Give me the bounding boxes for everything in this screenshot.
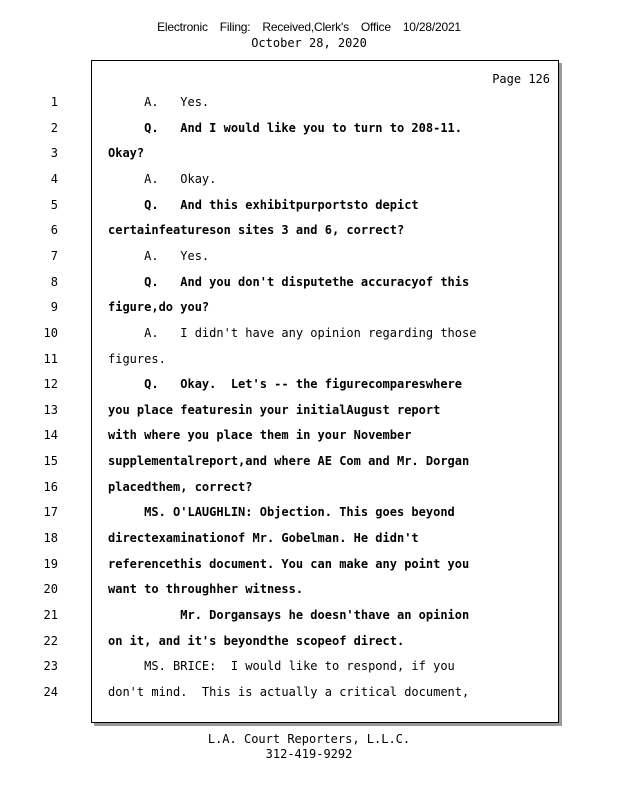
transcript-line <box>50 297 558 317</box>
transcript-line <box>43 425 558 445</box>
line-number: 8 <box>50 274 58 289</box>
line-text: Okay? <box>108 146 145 161</box>
line-text: A. Okay. <box>108 171 217 186</box>
transcript-line <box>50 118 558 138</box>
court-reporter-phone: 312-419-9292 <box>265 747 353 761</box>
line-text: want to throughher witness. <box>108 582 304 597</box>
filing-stamp-part: Electronic <box>157 20 208 34</box>
page-number: Page 126 <box>492 72 550 86</box>
line-text: referencethis document. You can make any point you <box>108 556 470 571</box>
line-number: 7 <box>50 248 58 263</box>
line-number: 3 <box>50 146 58 161</box>
line-text: don't mind. This is actually a critical document, <box>108 684 470 699</box>
line-text: on it, and it's beyondthe scopeof direct. <box>108 633 405 648</box>
transcript-line <box>43 528 558 548</box>
line-text: supplementalreport,and where AE Com and Mr. Dorgan <box>108 454 470 469</box>
line-number: 5 <box>50 197 58 212</box>
transcript-line <box>43 349 558 369</box>
line-text: A. Yes. <box>108 95 210 109</box>
line-number: 12 <box>43 377 58 392</box>
transcript-line <box>50 195 558 215</box>
line-number: 10 <box>43 325 58 340</box>
line-text: MS. BRICE: I would like to respond, if you <box>108 659 455 674</box>
line-text: figures. <box>108 351 166 366</box>
line-number: 17 <box>43 505 58 520</box>
filing-stamp <box>0 20 618 34</box>
transcript-line <box>50 272 558 292</box>
line-number: 15 <box>43 454 58 469</box>
line-text: placedthem, correct? <box>108 479 253 494</box>
transcript-line <box>43 323 558 343</box>
line-text: you place featuresin your initialAugust report <box>108 402 441 417</box>
court-reporter-firm: L.A. Court Reporters, L.L.C. <box>207 732 411 746</box>
filing-stamp-part: Office <box>360 20 391 34</box>
line-number: 20 <box>43 582 58 597</box>
transcript-line <box>43 682 558 702</box>
transcript-line <box>43 579 558 599</box>
line-number: 24 <box>43 684 58 699</box>
transcript-line <box>43 374 558 394</box>
line-number: 4 <box>50 171 58 186</box>
line-text: directexaminationof Mr. Gobelman. He didn't <box>108 531 419 546</box>
line-number: 16 <box>43 479 58 494</box>
line-number: 19 <box>43 556 58 571</box>
filing-stamp-part: Received,Clerk's <box>262 20 349 34</box>
line-number: 21 <box>43 608 58 622</box>
filing-stamp-part: Filing: <box>219 20 251 34</box>
transcript-line <box>50 246 558 266</box>
line-text: A. I didn't have any opinion regarding those <box>108 325 477 340</box>
transcript-line <box>43 656 558 676</box>
line-text: figure,do you? <box>108 300 210 315</box>
line-number: 14 <box>43 428 58 443</box>
transcript-line <box>50 169 558 189</box>
line-text: certainfeatureson sites 3 and 6, correct? <box>108 223 405 238</box>
line-text: Q. And I would like you to turn to 208-11. <box>108 120 463 135</box>
line-text: MS. O'LAUGHLIN: Objection. This goes beyond <box>108 505 455 520</box>
transcript-line <box>43 502 558 522</box>
line-number: 13 <box>43 402 58 417</box>
line-text: Q. Okay. Let's -- the figurecompareswhere <box>108 377 463 392</box>
line-number: 2 <box>50 120 58 135</box>
transcript-line <box>50 143 558 163</box>
transcript-page <box>43 60 559 723</box>
line-number: 22 <box>43 633 58 648</box>
line-text: with where you place them in your November <box>108 428 412 443</box>
transcript-line <box>43 400 558 420</box>
line-number: 11 <box>43 351 58 366</box>
deposition-date: October 28, 2020 <box>251 36 367 50</box>
transcript-line <box>43 477 558 497</box>
line-text: Q. And you don't disputethe accuracyof this <box>108 274 470 289</box>
filing-stamp-part: 10/28/2021 <box>402 20 461 34</box>
line-number: 23 <box>43 659 58 674</box>
line-number: 18 <box>43 531 58 546</box>
transcript-line <box>43 451 558 471</box>
transcript-line <box>50 92 558 112</box>
line-text: A. Yes. <box>108 248 210 263</box>
transcript-line <box>50 220 558 240</box>
line-number: 9 <box>50 300 58 315</box>
line-number: 6 <box>50 223 58 238</box>
transcript-line <box>43 554 558 574</box>
transcript-line <box>43 631 558 651</box>
line-number: 1 <box>50 95 58 109</box>
line-text: Q. And this exhibitpurportsto depict <box>108 197 419 212</box>
transcript-line <box>43 605 558 625</box>
line-text: Mr. Dorgansays he doesn'thave an opinion <box>108 608 470 622</box>
